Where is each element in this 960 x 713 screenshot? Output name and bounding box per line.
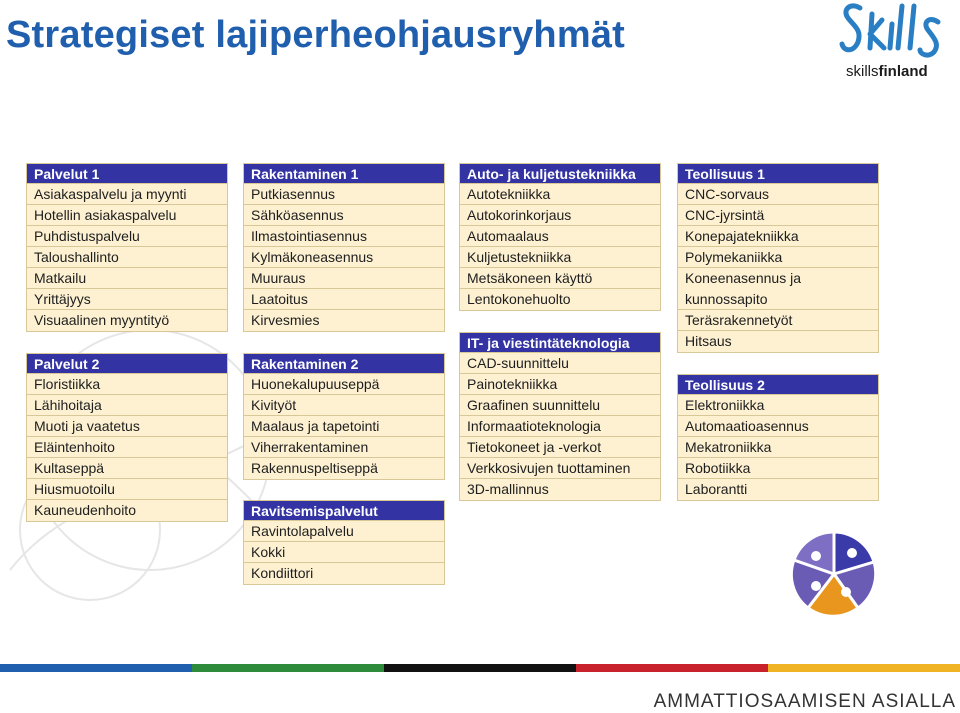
list-item: Teräsrakennetyöt — [678, 310, 878, 331]
list-item: Kokki — [244, 542, 444, 563]
list-item: Ravintolapalvelu — [244, 521, 444, 542]
list-item: Graafinen suunnittelu — [460, 395, 660, 416]
color-stripe — [0, 664, 960, 672]
list-item: Mekatroniikka — [678, 437, 878, 458]
list-item: Yrittäjyys — [27, 289, 227, 310]
skills-finland-logo — [838, 0, 950, 90]
list-item: Putkiasennus — [244, 184, 444, 205]
list-item: Laatoitus — [244, 289, 444, 310]
logo-wordmark: skillsfinland — [846, 63, 928, 80]
list-item: Elektroniikka — [678, 395, 878, 416]
group-title: Ravitsemispalvelut — [244, 501, 444, 521]
list-item: Kivityöt — [244, 395, 444, 416]
group-rakentaminen-1 — [243, 163, 445, 332]
group-title: Palvelut 2 — [27, 354, 227, 374]
list-item: Kauneudenhoito — [34, 502, 136, 518]
list-item: Metsäkoneen käyttö — [460, 268, 660, 289]
list-item: Hiusmuotoilu — [27, 479, 227, 500]
list-item: CNC-sorvaus — [678, 184, 878, 205]
footer-slogan: AMMATTIOSAAMISEN ASIALLA — [653, 691, 956, 712]
list-item: kunnossapito — [678, 289, 878, 310]
list-item: Automaalaus — [460, 226, 660, 247]
list-item: Kultaseppä — [27, 458, 227, 479]
list-item: Kylmäkoneasennus — [244, 247, 444, 268]
list-item: Informaatioteknologia — [460, 416, 660, 437]
list-item: Matkailu — [27, 268, 227, 289]
list-item: Visuaalinen myyntityö — [34, 312, 170, 328]
list-item: CAD-suunnittelu — [460, 353, 660, 374]
group-auto-ja-kuljetustekniikka — [459, 163, 661, 311]
puzzle-circle-icon — [786, 526, 882, 622]
list-item: Kuljetustekniikka — [460, 247, 660, 268]
group-teollisuus-1 — [677, 163, 879, 353]
group-title: Palvelut 1 — [27, 164, 227, 184]
list-item: Hitsaus — [685, 333, 732, 349]
list-item: Muuraus — [244, 268, 444, 289]
list-item: Ilmastointiasennus — [244, 226, 444, 247]
list-item: Rakennuspeltiseppä — [251, 460, 378, 476]
group-palvelut-2 — [26, 353, 228, 522]
list-item: Kirvesmies — [251, 312, 320, 328]
group-title: Teollisuus 2 — [678, 375, 878, 395]
group-title: Rakentaminen 2 — [244, 354, 444, 374]
group-palvelut-1 — [26, 163, 228, 332]
list-item: Puhdistuspalvelu — [27, 226, 227, 247]
list-item: Taloushallinto — [27, 247, 227, 268]
list-item: Viherrakentaminen — [244, 437, 444, 458]
list-item: Autotekniikka — [460, 184, 660, 205]
list-item: 3D-mallinnus — [467, 481, 549, 497]
list-item: Robotiikka — [678, 458, 878, 479]
list-item: Huonekalupuuseppä — [244, 374, 444, 395]
group-title: IT- ja viestintäteknologia — [460, 333, 660, 353]
group-title: Rakentaminen 1 — [244, 164, 444, 184]
list-item: Verkkosivujen tuottaminen — [460, 458, 660, 479]
list-item: Lähihoitaja — [27, 395, 227, 416]
group-rakentaminen-2 — [243, 353, 445, 480]
list-item: Sähköasennus — [244, 205, 444, 226]
list-item: Polymekaniikka — [678, 247, 878, 268]
group-ravitsemispalvelut — [243, 500, 445, 585]
list-item: Automaatioasennus — [678, 416, 878, 437]
list-item: Lentokonehuolto — [467, 291, 571, 307]
list-item: Asiakaspalvelu ja myynti — [27, 184, 227, 205]
group-it-ja-viestintateknologia — [459, 332, 661, 501]
group-title: Auto- ja kuljetustekniikka — [460, 164, 660, 184]
list-item: Hotellin asiakaspalvelu — [27, 205, 227, 226]
list-item: Muoti ja vaatetus — [27, 416, 227, 437]
list-item: Konepajatekniikka — [678, 226, 878, 247]
list-item: CNC-jyrsintä — [678, 205, 878, 226]
list-item: Kondiittori — [251, 565, 314, 581]
list-item: Floristiikka — [27, 374, 227, 395]
list-item: Maalaus ja tapetointi — [244, 416, 444, 437]
page-title: Strategiset lajiperheohjausryhmät — [6, 14, 626, 56]
skills-logo-mark — [838, 0, 950, 64]
list-item: Koneenasennus ja — [685, 270, 801, 286]
list-item: Autokorinkorjaus — [460, 205, 660, 226]
group-title: Teollisuus 1 — [678, 164, 878, 184]
list-item: Laborantti — [685, 481, 748, 497]
list-item: Tietokoneet ja -verkot — [460, 437, 660, 458]
group-teollisuus-2 — [677, 374, 879, 501]
list-item: Eläintenhoito — [27, 437, 227, 458]
list-item: Painotekniikka — [460, 374, 660, 395]
